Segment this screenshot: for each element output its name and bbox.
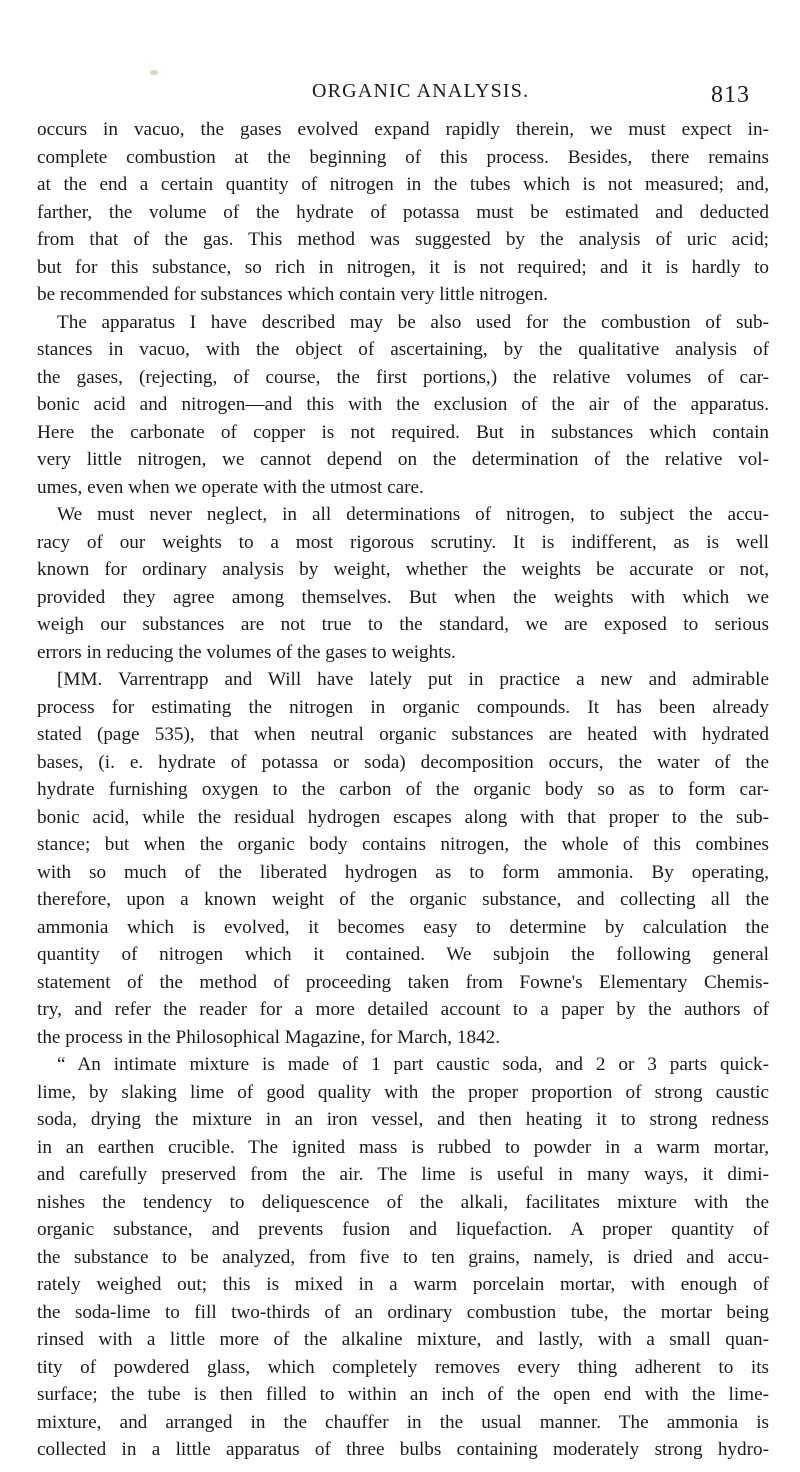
- text-line: weigh our substances are not true to the standard, we are exposed to serious: [37, 614, 769, 635]
- text-line: stated (page 535), that when neutral organic substances are heated with hydrated: [37, 724, 769, 745]
- text-line: bases, (i. e. hydrate of potassa or soda) decomposition occurs, the water of the: [37, 751, 769, 773]
- paper-blemish: [150, 70, 158, 75]
- text-line: but for this substance, so rich in nitrogen, it is not required; and it is hardly to: [37, 256, 769, 278]
- body-text: [37, 116, 769, 1464]
- text-line: umes, even when we operate with the utmost care.: [37, 476, 424, 498]
- text-line: therefore, upon a known weight of the organic substance, and collecting all the: [37, 889, 769, 910]
- text-line: rinsed with a little more of the alkaline mixture, and lastly, with a small quan-: [37, 1329, 769, 1350]
- text-line: ammonia which is evolved, it becomes easy to determine by calculation the: [37, 916, 769, 938]
- text-line: soda, drying the mixture in an iron vessel, and then heating it to strong redness: [37, 1109, 769, 1130]
- text-line: statement of the method of proceeding taken from Fowne's Elementary Chemis-: [37, 971, 769, 993]
- text-line: try, and refer the reader for a more detailed account to a paper by the authors of: [37, 999, 769, 1020]
- text-line: in an earthen crucible. The ignited mass is rubbed to powder in a warm mortar,: [37, 1136, 769, 1158]
- text-line: “ An intimate mixture is made of 1 part caustic soda, and 2 or 3 parts quick-: [57, 1054, 769, 1075]
- text-line: mixture, and arranged in the chauffer in the usual manner. The ammonia is: [37, 1411, 769, 1433]
- text-line: from that of the gas. This method was suggested by the analysis of uric acid;: [37, 229, 769, 250]
- text-line: occurs in vacuo, the gases evolved expand rapidly therein, we must expect in-: [37, 119, 769, 140]
- text-line: quantity of nitrogen which it contained. We subjoin the following general: [37, 944, 769, 965]
- text-line: very little nitrogen, we cannot depend on the determination of the relative vol-: [37, 449, 769, 470]
- text-line: the substance to be analyzed, from five to ten grains, namely, is dried and accu-: [37, 1246, 769, 1268]
- text-line: collected in a little apparatus of three bulbs containing moderately strong hydro-: [37, 1439, 769, 1460]
- text-line: The apparatus I have described may be also used for the combustion of sub-: [57, 311, 769, 333]
- page-number: 813: [711, 82, 750, 108]
- text-line: surface; the tube is then filled to within an inch of the open end with the lime-: [37, 1384, 769, 1405]
- text-line: [MM. Varrentrapp and Will have lately put in practice a new and admirable: [57, 669, 769, 690]
- text-line: hydrate furnishing oxygen to the carbon of the organic body so as to form car-: [37, 779, 769, 800]
- text-line: bonic acid and nitrogen—and this with the exclusion of the air of the apparatus.: [37, 394, 769, 415]
- text-line: provided they agree among themselves. But when the weights with which we: [37, 586, 769, 608]
- text-line: at the end a certain quantity of nitrogen in the tubes which is not measured; and,: [37, 174, 769, 195]
- text-line: complete combustion at the beginning of this process. Besides, there remains: [37, 146, 769, 168]
- text-line: farther, the volume of the hydrate of potassa must be estimated and deducted: [37, 201, 769, 223]
- text-line: lime, by slaking lime of good quality with the proper proportion of strong caustic: [37, 1081, 769, 1103]
- text-line: known for ordinary analysis by weight, whether the weights be accurate or not,: [37, 559, 769, 580]
- text-line: and carefully preserved from the air. The lime is useful in many ways, it dimi-: [37, 1164, 769, 1185]
- text-line: Here the carbonate of copper is not required. But in substances which contain: [37, 421, 769, 443]
- text-line: the gases, (rejecting, of course, the first portions,) the relative volumes of car-: [37, 366, 769, 388]
- text-line: stances in vacuo, with the object of ascertaining, by the qualitative analysis of: [37, 339, 769, 360]
- text-line: rately weighed out; this is mixed in a warm porcelain mortar, with enough of: [37, 1274, 769, 1295]
- text-line: errors in reducing the volumes of the gases to weights.: [37, 641, 456, 663]
- text-line: with so much of the liberated hydrogen as to form ammonia. By operating,: [37, 861, 769, 883]
- text-line: the soda-lime to fill two-thirds of an ordinary combustion tube, the mortar being: [37, 1301, 769, 1323]
- page-header: [0, 80, 800, 120]
- text-line: organic substance, and prevents fusion and liquefaction. A proper quantity of: [37, 1219, 769, 1240]
- text-line: racy of our weights to a most rigorous scrutiny. It is indifferent, as is well: [37, 531, 769, 553]
- text-line: bonic acid, while the residual hydrogen escapes along with that proper to the sub-: [37, 806, 769, 828]
- text-line: process for estimating the nitrogen in organic compounds. It has been already: [37, 696, 769, 718]
- running-head: ORGANIC ANALYSIS.: [312, 80, 530, 102]
- text-line: be recommended for substances which contain very little nitrogen.: [37, 284, 548, 305]
- text-line: nishes the tendency to deliquescence of the alkali, facilitates mixture with the: [37, 1191, 769, 1213]
- text-line: stance; but when the organic body contains nitrogen, the whole of this combines: [37, 834, 769, 855]
- text-line: the process in the Philosophical Magazine, for March, 1842.: [37, 1026, 501, 1048]
- text-line: We must never neglect, in all determinations of nitrogen, to subject the accu-: [57, 504, 769, 525]
- text-line: tity of powdered glass, which completely removes every thing adherent to its: [37, 1356, 769, 1378]
